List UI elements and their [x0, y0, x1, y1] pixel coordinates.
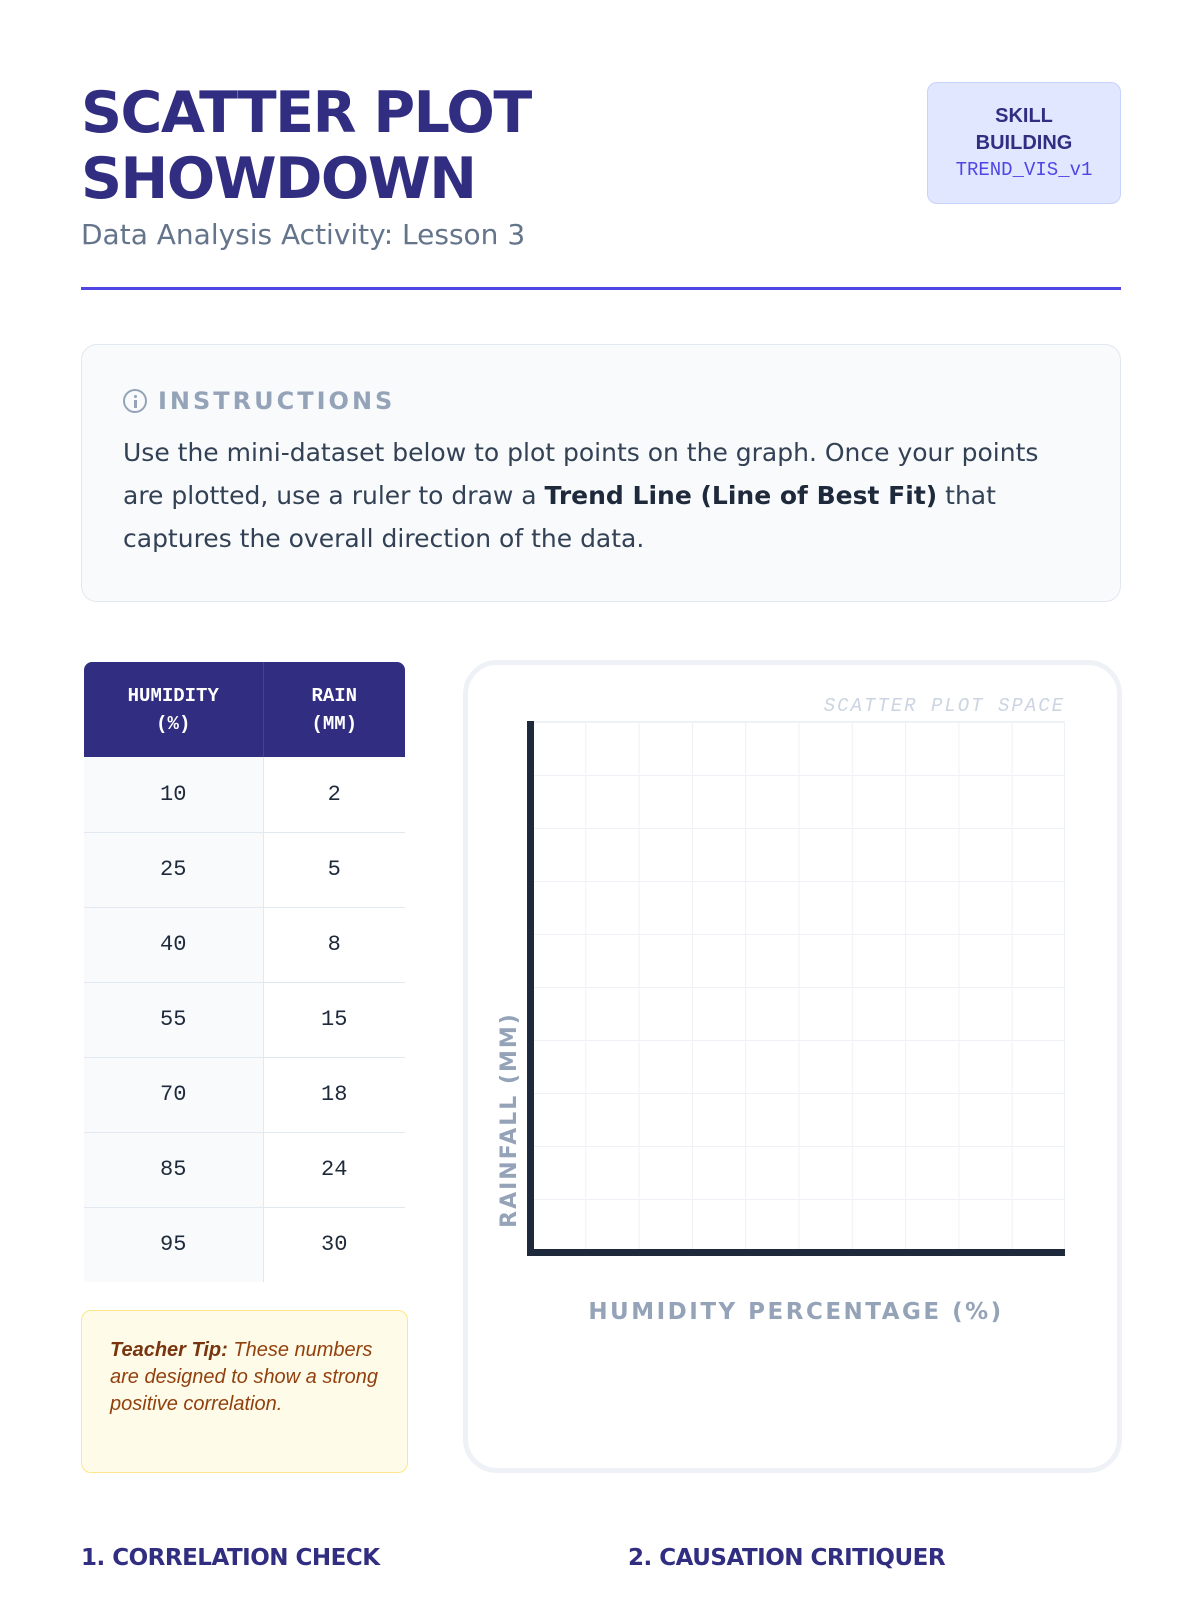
table-row: [84, 1057, 405, 1132]
teacher-tip: [81, 1310, 408, 1473]
table-row: [84, 832, 405, 907]
rain-cell: 2: [263, 757, 405, 832]
humidity-cell: 85: [84, 1132, 263, 1207]
instructions-text-start: Use the mini-dataset below to plot points on the graph. Once your points are plotted, use a ruler to draw a: [123, 438, 1039, 510]
badge-code: TREND_VIS_v1: [955, 159, 1093, 181]
section-heading-correlation: 1. CORRELATION CHECK: [81, 1545, 380, 1571]
page-subtitle: Data Analysis Activity: Lesson 3: [81, 218, 526, 251]
table-row: [84, 982, 405, 1057]
rain-cell: 30: [321, 1232, 348, 1258]
instructions-text-bold: Trend Line (Line of Best Fit): [544, 481, 938, 510]
rain-cell: 15: [263, 982, 405, 1057]
humidity-cell: 55: [84, 982, 263, 1057]
table-row: [84, 907, 405, 982]
rain-cell: 8: [263, 907, 405, 982]
instructions-heading: [123, 387, 1079, 415]
badge-line-2: BUILDING: [975, 132, 1073, 154]
humidity-header-line-1: HUMIDITY: [127, 684, 219, 707]
instructions-box: [81, 344, 1121, 602]
dataset-table: [84, 662, 405, 1282]
section-heading-causation: 2. CAUSATION CRITIQUER: [628, 1545, 946, 1571]
y-axis-line: [527, 721, 534, 1256]
humidity-cell: 70: [84, 1057, 263, 1132]
instructions-text: [123, 431, 1079, 560]
humidity-cell: 40: [84, 907, 263, 982]
header-divider: [81, 287, 1121, 290]
badge-line-1: SKILL: [995, 105, 1053, 127]
humidity-cell: 10: [84, 757, 263, 832]
blank-graph-grid[interactable]: [532, 721, 1065, 1251]
humidity-cell: 25: [84, 832, 263, 907]
teacher-tip-text: These numbers are designed to show a strong positive correlation.: [110, 1339, 378, 1415]
y-axis-label: RAINFALL (MM): [497, 1012, 522, 1228]
info-circle-icon: [123, 389, 147, 413]
table-row: [84, 1207, 405, 1282]
rain-cell: 24: [263, 1132, 405, 1207]
x-axis-line: [527, 1249, 1065, 1256]
title-line-1: SCATTER PLOT: [81, 80, 531, 146]
scatter-plot-card: [463, 660, 1122, 1473]
instructions-label: INSTRUCTIONS: [158, 387, 396, 415]
table-row: [84, 1132, 405, 1207]
rain-cell: 5: [263, 832, 405, 907]
column-header-rain: [263, 662, 405, 757]
worksheet-header: [81, 80, 1121, 290]
table-row: [84, 757, 405, 832]
title-line-2: SHOWDOWN: [81, 146, 476, 212]
rain-header-line-1: RAIN: [311, 684, 358, 707]
instructions-text-end: that captures the overall direction of the data.: [123, 481, 996, 553]
teacher-tip-label: Teacher Tip:: [110, 1339, 228, 1361]
rain-header-line-2: (MM): [311, 712, 358, 735]
skill-badge: [927, 82, 1121, 204]
x-axis-label: HUMIDITY PERCENTAGE (%): [588, 1299, 1004, 1325]
humidity-cell: 95: [84, 1207, 263, 1282]
column-header-humidity: [84, 662, 263, 757]
rain-cell: 18: [263, 1057, 405, 1132]
table-header-row: [84, 662, 405, 757]
humidity-header-line-2: (%): [156, 712, 191, 735]
scatter-plot-space-label: SCATTER PLOT SPACE: [823, 695, 1065, 717]
